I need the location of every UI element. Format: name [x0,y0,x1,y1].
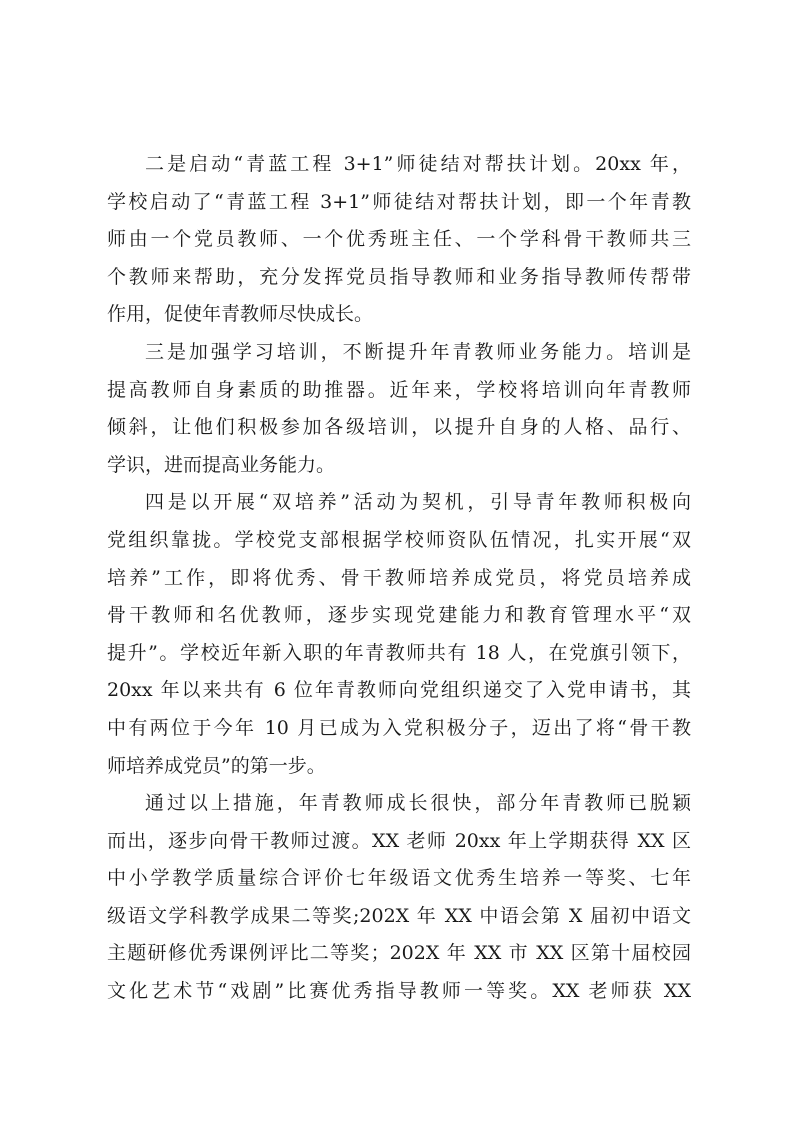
paragraph-achievements [107,785,691,1011]
text-line: 四是以开展“双培养”活动为契机，引导青年教师积极向 [145,491,691,514]
text-line: 个教师来帮助，充分发挥党员指导教师和业务指导教师传帮带 [107,265,691,288]
text-line: 主题研修优秀课例评比二等奖；202X 年 XX 市 XX 区第十届校园 [107,942,691,965]
text-line: 党组织靠拢。学校党支部根据学校师资队伍情况，扎实开展“双 [107,528,691,551]
paragraph-double-cultivation [107,484,691,785]
text-line: 培养”工作，即将优秀、骨干教师培养成党员，将党员培养成 [107,566,691,589]
text-line: 三是加强学习培训，不断提升年青教师业务能力。培训是 [145,340,691,363]
text-line: 二是启动“青蓝工程 3+1”师徒结对帮扶计划。20xx 年， [145,153,691,175]
text-line: 提高教师自身素质的助推器。近年来，学校将培训向年青教师 [107,378,691,401]
paragraph-qinglan-project [107,146,691,334]
paragraph-training [107,334,691,484]
text-line: 20xx 年以来共有 6 位年青教师向党组织递交了入党申请书，其 [107,679,691,702]
text-line: 师培养成党员”的第一步。 [107,754,326,777]
text-line: 骨干教师和名优教师，逐步实现党建能力和教育管理水平“双 [107,604,691,627]
text-line: 倾斜，让他们积极参加各级培训，以提升自身的人格、品行、 [107,416,691,439]
document-body [107,146,691,1011]
text-line: 级语文学科教学成果二等奖;202X 年 XX 中语会第 X 届初中语文 [107,904,691,927]
text-line: 提升”。学校近年新入职的年青教师共有 18 人，在党旗引领下， [107,641,691,664]
text-line: 通过以上措施，年青教师成长很快，部分年青教师已脱颖 [145,792,691,815]
text-line: 学校启动了“青蓝工程 3+1”师徒结对帮扶计划，即一个年青教 [107,190,691,213]
text-line: 中有两位于今年 10 月已成为入党积极分子，迈出了将“骨干教 [107,716,691,739]
text-line: 作用，促使年青教师尽快成长。 [107,303,374,326]
text-line: 学识，进而提高业务能力。 [107,453,336,476]
text-line: 而出，逐步向骨干教师过渡。XX 老师 20xx 年上学期获得 XX 区 [107,829,691,852]
text-line: 师由一个党员教师、一个优秀班主任、一个学科骨干教师共三 [107,228,691,251]
text-line: 中小学教学质量综合评价七年级语文优秀生培养一等奖、七年 [107,867,691,890]
text-line: 文化艺术节“戏剧”比赛优秀指导教师一等奖。XX 老师获 XX [107,980,691,1003]
